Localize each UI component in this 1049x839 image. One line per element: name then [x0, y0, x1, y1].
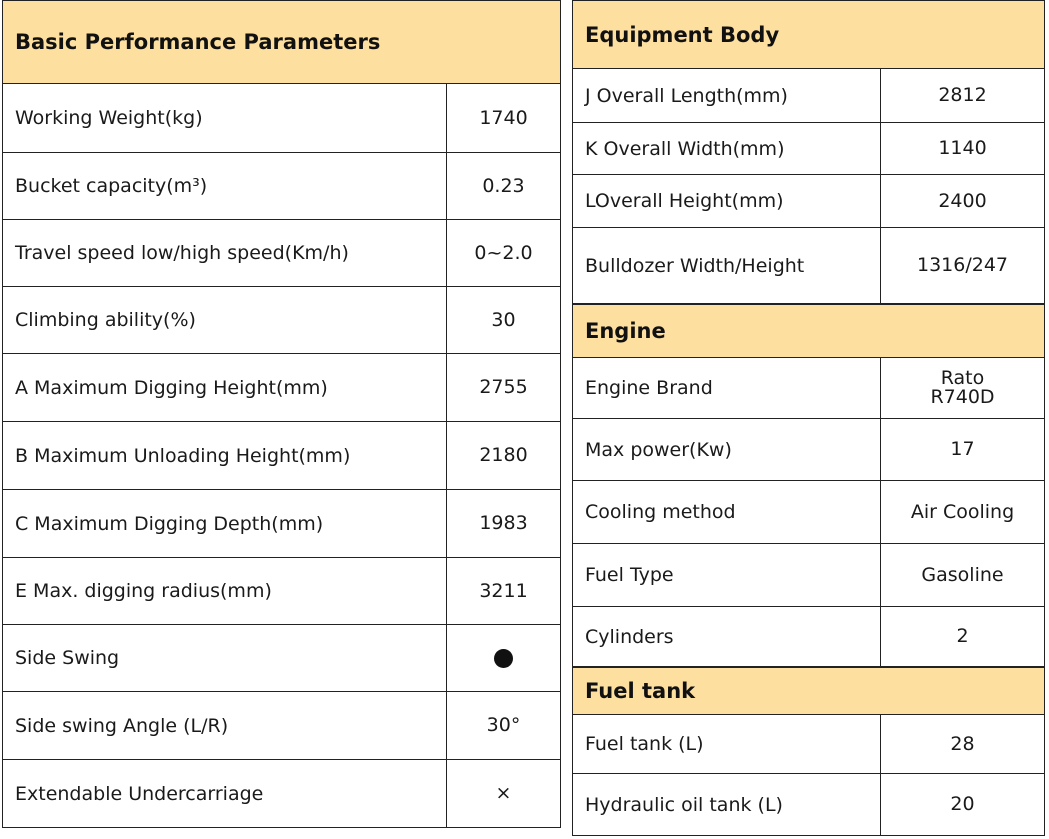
param-value: 2180 [479, 444, 528, 466]
param-label: C Maximum Digging Depth(mm) [3, 490, 447, 557]
param-label: Extendable Undercarriage [3, 760, 447, 827]
table-row [2, 153, 561, 220]
param-label: Fuel tank (L) [573, 715, 881, 773]
param-value: 0.23 [482, 174, 525, 197]
table-row [2, 760, 561, 828]
param-value: Gasoline [921, 563, 1004, 586]
param-value: 1140 [938, 137, 987, 159]
param-label: Fuel Type [573, 544, 881, 606]
param-value: 3211 [479, 579, 528, 602]
table-row [572, 715, 1045, 774]
param-label: J Overall Length(mm) [573, 69, 881, 122]
param-label: K Overall Width(mm) [573, 123, 881, 174]
param-value: 2400 [938, 189, 987, 212]
engine-brand-line-1: Rato [940, 367, 985, 389]
table-row [572, 774, 1045, 836]
table-row [2, 692, 561, 760]
param-label: Engine Brand [573, 358, 881, 418]
param-value: 2 [956, 625, 969, 647]
param-value: 2812 [938, 84, 987, 106]
param-label: Side Swing [3, 625, 447, 691]
table-row [2, 354, 561, 422]
param-label: B Maximum Unloading Height(mm) [3, 422, 447, 489]
basic-performance-header: Basic Performance Parameters [2, 0, 561, 84]
spec-right-column [572, 0, 1045, 836]
param-label-text: Bucket capacity(m³) [15, 175, 208, 197]
param-label: Bulldozer Width/Height [573, 228, 881, 303]
param-value: 1316/247 [916, 254, 1009, 276]
table-row [572, 607, 1045, 667]
param-label: Side swing Angle (L/R) [3, 692, 447, 759]
param-value: 30 [491, 308, 516, 331]
table-row [572, 123, 1045, 175]
table-row [2, 558, 561, 625]
table-row [572, 69, 1045, 123]
table-row [2, 287, 561, 354]
param-label [3, 153, 447, 219]
param-value: 1740 [479, 106, 528, 129]
table-row [572, 481, 1045, 544]
table-row [2, 84, 561, 153]
param-label: Cylinders [573, 607, 881, 666]
param-value [881, 358, 1044, 418]
param-value: 20 [950, 793, 975, 815]
basic-performance-table [2, 0, 561, 828]
param-label: Travel speed low/high speed(Km/h) [3, 220, 447, 286]
table-row [572, 544, 1045, 607]
table-row [2, 220, 561, 287]
param-value: 0~2.0 [474, 241, 533, 264]
param-label: LOverall Height(mm) [573, 175, 881, 227]
param-label: Max power(Kw) [573, 419, 881, 480]
param-label: Working Weight(kg) [3, 84, 447, 152]
param-value: 28 [950, 732, 975, 755]
param-value: 2755 [479, 376, 528, 398]
param-value: × [495, 782, 512, 804]
table-row [572, 358, 1045, 419]
param-label: Climbing ability(%) [3, 287, 447, 353]
param-label: E Max. digging radius(mm) [3, 558, 447, 624]
fuel-tank-header: Fuel tank [572, 667, 1045, 715]
table-row [572, 175, 1045, 228]
table-row [2, 625, 561, 692]
param-value [447, 625, 560, 691]
param-label: Hydraulic oil tank (L) [573, 774, 881, 835]
table-row [572, 419, 1045, 481]
table-row [2, 490, 561, 558]
param-label: A Maximum Digging Height(mm) [3, 354, 447, 421]
param-value: 1983 [479, 512, 528, 534]
table-row [572, 228, 1045, 304]
equipment-body-header: Equipment Body [572, 0, 1045, 69]
table-row [2, 422, 561, 490]
engine-brand-line-2: R740D [930, 386, 995, 408]
engine-header: Engine [572, 304, 1045, 358]
param-label: Cooling method [573, 481, 881, 543]
filled-dot-icon [494, 649, 513, 668]
param-value: Air Cooling [910, 500, 1015, 523]
param-value: 17 [950, 438, 975, 460]
param-value: 30° [486, 714, 521, 736]
